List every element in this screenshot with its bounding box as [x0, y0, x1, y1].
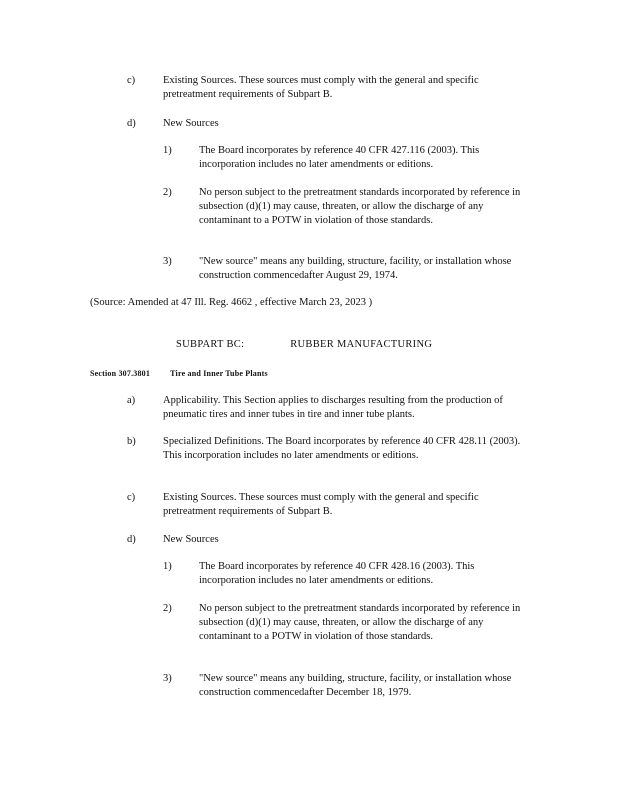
subitem-label: 3): [163, 673, 172, 684]
item-label: d): [127, 118, 136, 129]
item-label: a): [127, 395, 136, 406]
subitem-text: "New source" means any building, structure, facility, or installation whose construction commencedafter August 29, 1974.: [199, 256, 512, 281]
item-label: b): [127, 436, 136, 447]
subitem-text: No person subject to the pretreatment standards incorporated by reference in subsection (d)(1) may cause, threaten, or allow the discharge of any contaminant to a POTW in violation of those standards.: [199, 603, 521, 642]
subitem-text: No person subject to the pretreatment standards incorporated by reference in subsection (d)(1) may cause, threaten, or allow the discharge of any contaminant to a POTW in violation of those standards.: [199, 187, 521, 226]
subitem-text: The Board incorporates by reference 40 CFR 427.116 (2003). This incorporation includes no later amendments or editions.: [199, 145, 480, 170]
subitem-label: 2): [163, 187, 172, 198]
subitem-text: The Board incorporates by reference 40 CFR 428.16 (2003). This incorporation includes no later amendments or editions.: [199, 561, 475, 586]
source-note: (Source: Amended at 47 Ill. Reg. 4662 , effective March 23, 2023 ): [90, 297, 373, 308]
subitem-label: 2): [163, 603, 172, 614]
item-text: Existing Sources. These sources must comply with the general and specific pretreatment requirements of Subpart B.: [163, 75, 479, 100]
subitem-label: 3): [163, 256, 172, 267]
section-title: Tire and Inner Tube Plants: [170, 369, 268, 378]
item-text: Specialized Definitions. The Board incorporates by reference 40 CFR 428.11 (2003). This incorporation includes no later amendments or editions.: [163, 436, 521, 461]
section-number: Section 307.3801: [90, 369, 151, 378]
item-label: c): [127, 75, 136, 86]
subitem-label: 1): [163, 145, 172, 156]
subpart-prefix: SUBPART BC:: [176, 339, 245, 350]
section-heading: [90, 367, 286, 381]
subitem-label: 1): [163, 561, 172, 572]
item-text: New Sources: [163, 534, 219, 545]
item-text: Existing Sources. These sources must comply with the general and specific pretreatment requirements of Subpart B.: [163, 492, 479, 517]
subpart-title: RUBBER MANUFACTURING: [290, 339, 433, 350]
item-text: Applicability. This Section applies to discharges resulting from the production of pneumatic tires and inner tubes in tire and inner tube plants.: [163, 395, 503, 420]
item-label: c): [127, 492, 136, 503]
item-text: New Sources: [163, 118, 219, 129]
subitem-text: "New source" means any building, structure, facility, or installation whose construction commencedafter December 18, 1979.: [199, 673, 512, 698]
subpart-heading: [176, 338, 432, 352]
item-label: d): [127, 534, 136, 545]
